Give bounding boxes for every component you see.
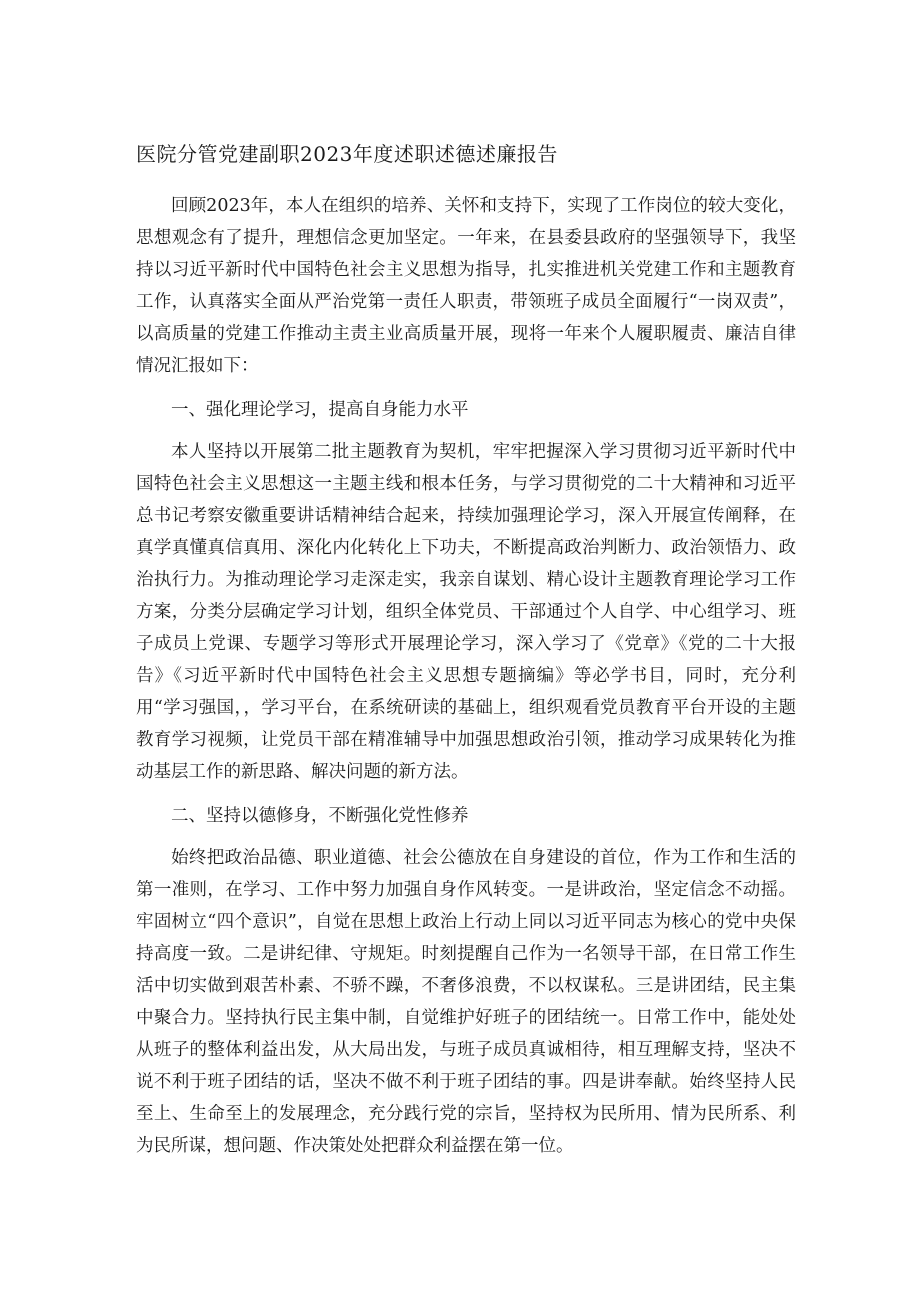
document-title: 医院分管党建副职2023年度述职述德述廉报告 [136,142,558,166]
section-body-2: 始终把政治品德、职业道德、社会公德放在自身建设的首位，作为工作和生活的第一准则，在学习、工作中努力加强自身作风转变。一是讲政治，坚定信念不动摇。牢固树立“四个意识”，自觉在思想上政治上行动上同以习近平同志为核心的党中央保持高度一致。二是讲纪律、守规矩。时刻提醒自己作为一名领导干部，在日常工作生活中切实做到艰苦朴素、不骄不躁，不奢侈浪费，不以权谋私。三是讲团结，民主集中聚合力。坚持执行民主集中制，自觉维护好班子的团结统一。日常工作中，能处处从班子的整体利益出发，从大局出发，与班子成员真诚相待，相互理解支持，坚决不说不利于班子团结的话，坚决不做不利于班子团结的事。四是讲奉献。始终坚持人民至上、生命至上的发展理念，充分践行党的宗旨，坚持权为民所用、情为民所系、利为民所谋，想问题、作决策处处把群众利益摆在第一位。 [136,848,796,1156]
intro-paragraph: 回顾2023年，本人在组织的培养、关怀和支持下，实现了工作岗位的较大变化，思想观念有了提升，理想信念更加坚定。一年来，在县委县政府的坚强领导下，我坚持以习近平新时代中国特色社会主义思想为指导，扎实推进机关党建工作和主题教育工作，认真落实全面从严治党第一责任人职责，带领班子成员全面履行“一岗双责”，以高质量的党建工作推动主责主业高质量开展，现将一年来个人履职履责、廉洁自律情况汇报如下： [136,196,796,376]
section-body-1: 本人坚持以开展第二批主题教育为契机，牢牢把握深入学习贯彻习近平新时代中国特色社会主义思想这一主题主线和根本任务，与学习贯彻党的二十大精神和习近平总书记考察安徽重要讲话精神结合起来，持续加强理论学习，深入开展宣传阐释，在真学真懂真信真用、深化内化转化上下功夫，不断提高政治判断力、政治领悟力、政治执行力。为推动理论学习走深走实，我亲自谋划、精心设计主题教育理论学习工作方案，分类分层确定学习计划，组织全体党员、干部通过个人自学、中心组学习、班子成员上党课、专题学习等形式开展理论学习，深入学习了《党章》《党的二十大报告》《习近平新时代中国特色社会主义思想专题摘编》等必学书目，同时，充分利用“学习强国，，学习平台，在系统研读的基础上，组织观看党员教育平台开设的主题教育学习视频，让党员干部在精准辅导中加强思想政治引领，推动学习成果转化为推动基层工作的新思路、解决问题的新方法。 [136,442,796,782]
section-heading-2: 二、坚持以德修身，不断强化党性修养 [171,806,469,826]
section-heading-1: 一、强化理论学习，提高自身能力水平 [171,400,469,420]
